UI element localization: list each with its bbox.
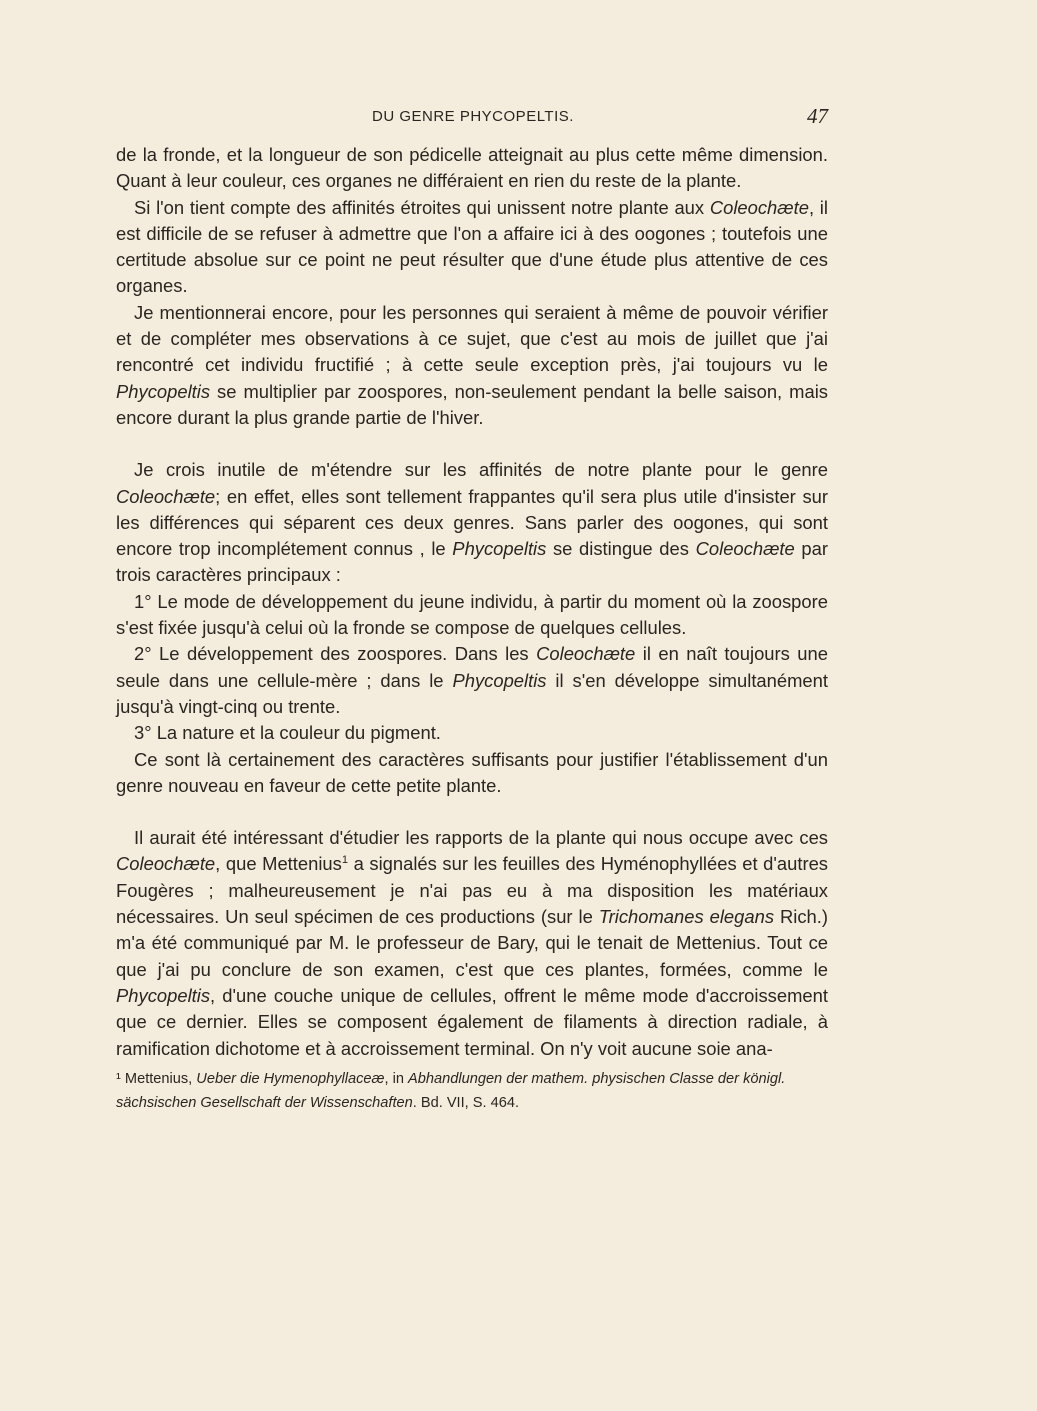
taxon-name: Phycopeltis (116, 380, 211, 402)
character-1: 1° Le mode de développement du jeune individu, à partir du moment où la zoospore s'est fixée jusqu'à celui où la fronde se compose de quelques cellules. (116, 590, 828, 639)
footnote-ref: 1 (341, 854, 348, 867)
character-2: 2° Le développement des zoospores. Dans les Coleochæte il en naît toujours une seule dans une cellule-mère ; dans le Phycopeltis il s'en développe simultanément jusqu'à vingt-cinq ou trente. (116, 643, 828, 717)
body-text (116, 142, 828, 1062)
page-header (116, 104, 828, 132)
paragraph-4: Je crois inutile de m'étendre sur les affinités de notre plante pour le genre Coleochæte; en effet, elles sont tellement frappantes qu'il sera plus utile d'insister sur les différences qui séparent ces deux genres. Sans parler des oogones, qui sont encore trop incomplétement connus , le Phycopeltis se distingue des Coleochæte par trois caractères principaux : (116, 459, 828, 586)
paragraph-2: Si l'on tient compte des affinités étroites qui unissent notre plante aux Coleochæte, il est difficile de se refuser à admettre que l'on a affaire ici à des oogones ; toutefois une certitude absolue sur ce point ne peut résulter que d'une étude plus attentive de ces organes. (116, 196, 828, 297)
paragraph-5: Ce sont là certainement des caractères suffisants pour justifier l'établissement d'un genre nouveau en faveur de cette petite plante. (116, 748, 828, 796)
taxon-name: Trichomanes elegans (598, 906, 775, 928)
citation-title: Ueber die Hymenophyllaceæ (196, 1071, 385, 1087)
page-number: 47 (807, 104, 828, 128)
paragraph-3: Je mentionnerai encore, pour les personnes qui seraient à même de pouvoir vérifier et de compléter mes observations à ce sujet, que c'est au mois de juillet que j'ai rencontré cet individu fructifié ; à cette seule exception près, j'ai toujours vu le Phycopeltis se multiplier par zoospores, non-seulement pendant la belle saison, mais encore durant la plus grande partie de l'hiver. (116, 301, 828, 428)
taxon-name: Coleochæte (116, 485, 216, 507)
running-head: DU GENRE PHYCOPELTIS. (372, 108, 574, 125)
taxon-name: Coleochæte (695, 538, 795, 560)
citation-source: Abhandlungen der mathem. physischen Classe der königl. sächsischen Gesellschaft der Wissenschaften (116, 1071, 786, 1111)
character-3: 3° La nature et la couleur du pigment. (134, 722, 441, 744)
taxon-name: Coleochæte (116, 853, 216, 875)
taxon-name: Coleochæte (709, 196, 809, 218)
taxon-name: Coleochæte (536, 643, 636, 665)
taxon-name: Phycopeltis (452, 538, 547, 560)
footnote: ¹ Mettenius, Ueber die Hymenophyllaceæ, in Abhandlungen der mathem. physischen Classe der königl. sächsischen Gesellschaft der Wissenschaften. Bd. VII, S. 464. (116, 1071, 786, 1111)
taxon-name: Phycopeltis (116, 984, 211, 1006)
paragraph-1: de la fronde, et la longueur de son pédicelle atteignait au plus cette même dimension. Quant à leur couleur, ces organes ne différaient en rien du reste de la plante. (116, 144, 828, 192)
paragraph-6: Il aurait été intéressant d'étudier les rapports de la plante qui nous occupe avec ces Coleochæte, que Mettenius$^1$ a signalés sur les feuilles des Hyménophyllées et d'autres Fougères ; malheureusement je n'ai pas eu à ma disposition les matériaux nécessaires. Un seul spécimen de ces productions (sur le Trichomanes elegans Rich.) m'a été communiqué par M. le professeur de Bary, qui le tenait de Mettenius. Tout ce que j'ai pu conclure de son examen, c'est que ces plantes, formées, comme le Phycopeltis, d'une couche unique de cellules, offrent le même mode d'accroissement que ce dernier. Elles se composent également de filaments à direction radiale, à ramification dichotome et à accroissement terminal. On n'y voit aucune soie ana- (116, 827, 828, 1059)
taxon-name: Phycopeltis (452, 669, 547, 691)
